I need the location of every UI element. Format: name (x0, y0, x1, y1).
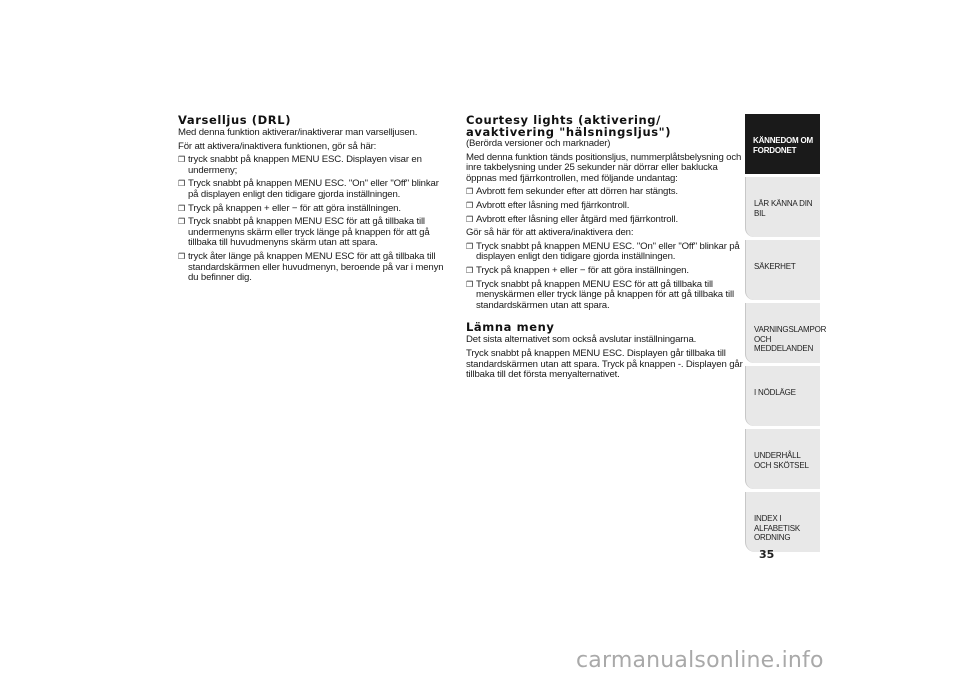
tab-underhall-och-skotsel[interactable]: UNDERHÅLL OCH SKÖTSEL (745, 429, 820, 489)
drl-steps (178, 155, 448, 284)
list-item: ❒ tryck snabbt på knappen MENU ESC. Displayen visar en undermeny; (178, 154, 422, 176)
checkbox-bullet-icon: ❒ (466, 214, 474, 224)
list-item: ❒ Tryck snabbt på knappen MENU ESC för att gå tillbaka till menyskärmen eller tryck länge på knappen för att gå tillbaka till standardskärmen utan att spara. (466, 278, 734, 311)
tab-lar-kanna-din-bil[interactable]: LÄR KÄNNA DIN BIL (745, 177, 820, 237)
checkbox-bullet-icon: ❒ (466, 200, 474, 210)
checkbox-bullet-icon: ❒ (178, 217, 186, 227)
page-number: 35 (759, 548, 775, 561)
tab-index[interactable]: INDEX I ALFABETISK ORDNING (745, 492, 820, 552)
tab-varningslampor[interactable]: VARNINGSLAMPOR OCH MEDDELANDEN (745, 303, 820, 363)
courtesy-exceptions (466, 187, 748, 225)
tab-sakerhet[interactable]: SÄKERHET (745, 240, 820, 300)
checkbox-bullet-icon: ❒ (178, 203, 186, 213)
exit-paragraph-1: Det sista alternativet som också avslutar inställningarna. (466, 334, 697, 346)
checkbox-bullet-icon: ❒ (178, 251, 186, 261)
drl-how: För att aktivera/inaktivera funktionen, gör så här: (178, 140, 377, 152)
watermark: carmanualsonline.info (576, 648, 824, 673)
right-column (466, 114, 748, 384)
checkbox-bullet-icon: ❒ (466, 241, 474, 251)
courtesy-intro: Med denna funktion tänds positionsljus, nummerplåtsbelysning och inre takbelysning under 25 sekunder när dörrar eller baklucka öppnas med fjärrkontrollen, med följande undantag: (466, 151, 742, 184)
list-item: ❒ Tryck snabbt på knappen MENU ESC. "On" eller "Off" blinkar på displayen enligt den tidigare gjorda inställningen. (178, 178, 439, 200)
checkbox-bullet-icon: ❒ (178, 155, 186, 165)
section-heading-exit-menu: Lämna meny (466, 320, 555, 335)
checkbox-bullet-icon: ❒ (178, 179, 186, 189)
chapter-tabs (745, 114, 827, 555)
checkbox-bullet-icon: ❒ (466, 265, 474, 275)
tab-kannedom-om-fordonet[interactable]: KÄNNEDOM OM FORDONET (745, 114, 820, 174)
list-item: ❒ Avbrott efter låsning eller åtgärd med fjärrkontroll. (466, 213, 678, 225)
list-item: ❒ Tryck på knappen + eller − för att göra inställningen. (178, 202, 401, 214)
list-item: ❒ Tryck snabbt på knappen MENU ESC. "On" eller "Off" blinkar på displayen enligt den tidigare gjorda inställningen. (466, 240, 740, 263)
list-item: ❒ Avbrott fem sekunder efter att dörren har stängts. (466, 186, 678, 198)
courtesy-subheading: (Berörda versioner och marknader) (466, 138, 611, 149)
left-column (178, 114, 448, 287)
exit-paragraph-2: Tryck snabbt på knappen MENU ESC. Displayen går tillbaka till standardskärmen utan att spara. Tryck på knappen -. Displayen går tillbaka till det första menyalternativet. (466, 347, 743, 381)
list-item: ❒ Tryck snabbt på knappen MENU ESC för att gå tillbaka till undermenyns skärm eller tryck länge på knappen för att gå tillbaka till huvudmenyns skärm utan att spara. (178, 216, 430, 249)
list-item: ❒ Tryck på knappen + eller − för att göra inställningen. (466, 264, 689, 276)
drl-intro: Med denna funktion aktiverar/inaktiverar man varselljusen. (178, 127, 418, 138)
section-heading-courtesy-lights: Courtesy lights (aktivering/ avaktivering "hälsningsljus") (466, 113, 672, 139)
checkbox-bullet-icon: ❒ (466, 187, 474, 197)
list-item: ❒ tryck åter länge på knappen MENU ESC för att gå tillbaka till standardskärmen eller huvudmenyn, beroende på var i menyn du befinner dig. (178, 250, 444, 284)
courtesy-steps (466, 242, 748, 312)
courtesy-how: Gör så här för att aktivera/inaktivera den: (466, 227, 634, 239)
checkbox-bullet-icon: ❒ (466, 279, 474, 289)
list-item: ❒ Avbrott efter låsning med fjärrkontroll. (466, 199, 630, 211)
section-heading-drl: Varselljus (DRL) (178, 113, 292, 127)
tab-i-nodlage[interactable]: I NÖDLÄGE (745, 366, 820, 426)
